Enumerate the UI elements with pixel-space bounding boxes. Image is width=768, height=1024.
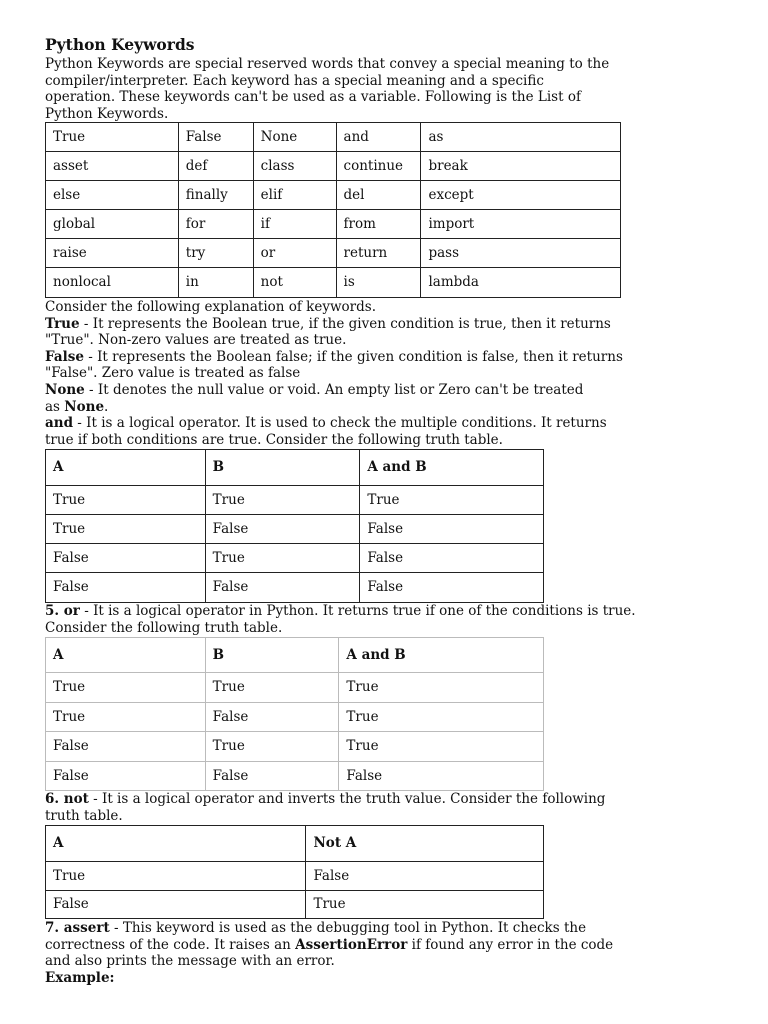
table-row — [46, 515, 544, 544]
table-cell: True — [46, 862, 306, 891]
or-keyword: 5. or — [45, 603, 80, 619]
table-cell: True — [360, 486, 544, 515]
or-line-1 — [45, 603, 725, 620]
false-line-1 — [45, 349, 725, 366]
or-desc: - It is a logical operator in Python. It returns true if one of the conditions is true. — [79, 603, 636, 619]
table-row — [46, 486, 544, 515]
header-cell: A and B — [360, 450, 544, 486]
example-label — [45, 970, 725, 987]
page-title: Python Keywords — [45, 35, 195, 54]
table-cell: for — [178, 210, 253, 239]
table-cell: None — [253, 123, 336, 152]
header-cell: A — [46, 450, 206, 486]
table-cell: False — [360, 544, 544, 573]
table-cell: finally — [178, 181, 253, 210]
assert-paragraph — [45, 920, 725, 986]
assertion-error-term: AssertionError — [295, 936, 408, 953]
keywords-table — [45, 122, 621, 298]
false-keyword: False — [45, 348, 84, 365]
table-cell: as — [421, 123, 621, 152]
assert-keyword: 7. assert — [45, 920, 110, 936]
table-cell: and — [336, 123, 421, 152]
table-cell: global — [46, 210, 179, 239]
assert-line-2 — [45, 937, 725, 954]
true-keyword: True — [45, 315, 80, 332]
not-desc: - It is a logical operator and inverts the truth value. Consider the following — [88, 791, 606, 807]
table-cell: True — [339, 732, 544, 762]
true-desc: - It represents the Boolean true, if the given condition is true, then it returns — [79, 315, 611, 332]
table-cell: del — [336, 181, 421, 210]
table-row — [46, 123, 621, 152]
not-truth-table — [45, 825, 544, 919]
or-line-2: Consider the following truth table. — [45, 619, 283, 636]
table-cell: False — [46, 544, 206, 573]
table-row — [46, 268, 621, 298]
table-cell: False — [360, 573, 544, 603]
explanation-intro: Consider the following explanation of keywords. — [45, 299, 376, 315]
table-cell: except — [421, 181, 621, 210]
table-row — [46, 152, 621, 181]
table-cell: break — [421, 152, 621, 181]
none-keyword-inline: None — [64, 398, 105, 415]
table-cell: pass — [421, 239, 621, 268]
table-cell: False — [178, 123, 253, 152]
table-cell: False — [46, 762, 206, 791]
intro-line: Python Keywords. — [45, 105, 169, 122]
table-cell: lambda — [421, 268, 621, 298]
table-cell: return — [336, 239, 421, 268]
assert-line-1 — [45, 920, 725, 937]
intro-line: Python Keywords are special reserved words that convey a special meaning to the — [45, 56, 610, 72]
false-line-2: "False". Zero value is treated as false — [45, 365, 301, 382]
table-cell: True — [205, 486, 360, 515]
table-row — [46, 181, 621, 210]
table-row — [46, 703, 544, 732]
table-cell: nonlocal — [46, 268, 179, 298]
table-cell: not — [253, 268, 336, 298]
and-truth-table — [45, 449, 544, 603]
header-cell: Not A — [306, 826, 544, 862]
table-cell: True — [306, 891, 544, 919]
and-keyword: and — [45, 415, 74, 432]
table-cell: True — [46, 486, 206, 515]
table-cell: False — [205, 515, 360, 544]
table-cell: True — [339, 703, 544, 732]
table-cell: True — [46, 123, 179, 152]
table-cell: from — [336, 210, 421, 239]
table-row — [46, 573, 544, 603]
table-row — [46, 239, 621, 268]
table-cell: True — [205, 673, 339, 703]
false-desc: - It represents the Boolean false; if the given condition is false, then it returns — [83, 348, 623, 365]
table-cell: True — [339, 673, 544, 703]
keywords-explanation — [45, 299, 725, 448]
assert-desc: - This keyword is used as the debugging tool in Python. It checks the — [109, 920, 587, 936]
none-desc-prefix: as — [45, 398, 65, 415]
table-cell: True — [205, 544, 360, 573]
table-header-row — [46, 826, 544, 862]
table-cell: False — [46, 573, 206, 603]
table-cell: False — [306, 862, 544, 891]
none-keyword: None — [45, 381, 85, 398]
table-cell: asset — [46, 152, 179, 181]
table-cell: def — [178, 152, 253, 181]
table-cell: or — [253, 239, 336, 268]
table-cell: in — [178, 268, 253, 298]
table-header-row — [46, 638, 544, 673]
table-cell: raise — [46, 239, 179, 268]
intro-line: operation. These keywords can't be used as a variable. Following is the List of — [45, 89, 581, 106]
table-cell: try — [178, 239, 253, 268]
example-label-text: Example: — [45, 969, 115, 986]
not-keyword: 6. not — [45, 791, 89, 807]
header-cell: A — [46, 826, 306, 862]
table-cell: False — [339, 762, 544, 791]
table-cell: False — [205, 762, 339, 791]
table-row — [46, 862, 544, 891]
table-cell: True — [205, 732, 339, 762]
table-row — [46, 732, 544, 762]
table-cell: class — [253, 152, 336, 181]
table-cell: False — [205, 573, 360, 603]
or-paragraph — [45, 603, 725, 636]
or-truth-table — [45, 637, 544, 791]
and-desc: - It is a logical operator. It is used to check the multiple conditions. It returns — [73, 415, 607, 432]
assert-desc-suffix: if found any error in the code — [407, 936, 614, 953]
assert-desc-prefix: correctness of the code. It raises an — [45, 936, 296, 953]
table-header-row — [46, 450, 544, 486]
table-cell: False — [46, 891, 306, 919]
none-line-2 — [45, 399, 725, 416]
header-cell: B — [205, 450, 360, 486]
assert-line-3: and also prints the message with an error. — [45, 953, 335, 970]
intro-paragraph — [45, 56, 725, 122]
table-cell: continue — [336, 152, 421, 181]
table-cell: True — [46, 515, 206, 544]
not-line-2: truth table. — [45, 807, 123, 824]
header-cell: A and B — [339, 638, 544, 673]
table-row — [46, 891, 544, 919]
header-cell: B — [205, 638, 339, 673]
table-cell: False — [360, 515, 544, 544]
table-cell: else — [46, 181, 179, 210]
and-line-2: true if both conditions are true. Consider the following truth table. — [45, 431, 503, 448]
table-row — [46, 762, 544, 791]
true-line-2: "True". Non-zero values are treated as true. — [45, 332, 347, 349]
intro-line: compiler/interpreter. Each keyword has a special meaning and a specific — [45, 72, 544, 89]
true-line-1 — [45, 316, 725, 333]
header-cell: A — [46, 638, 206, 673]
none-desc-suffix: . — [104, 398, 109, 415]
table-cell: if — [253, 210, 336, 239]
not-line-1 — [45, 791, 725, 808]
table-cell: elif — [253, 181, 336, 210]
table-row — [46, 544, 544, 573]
none-desc: - It denotes the null value or void. An empty list or Zero can't be treated — [84, 381, 584, 398]
table-row — [46, 210, 621, 239]
none-line-1 — [45, 382, 725, 399]
table-row — [46, 673, 544, 703]
table-cell: True — [46, 673, 206, 703]
table-cell: is — [336, 268, 421, 298]
not-paragraph — [45, 791, 725, 824]
and-line-1 — [45, 415, 725, 432]
table-cell: True — [46, 703, 206, 732]
table-cell: False — [46, 732, 206, 762]
table-cell: False — [205, 703, 339, 732]
table-cell: import — [421, 210, 621, 239]
